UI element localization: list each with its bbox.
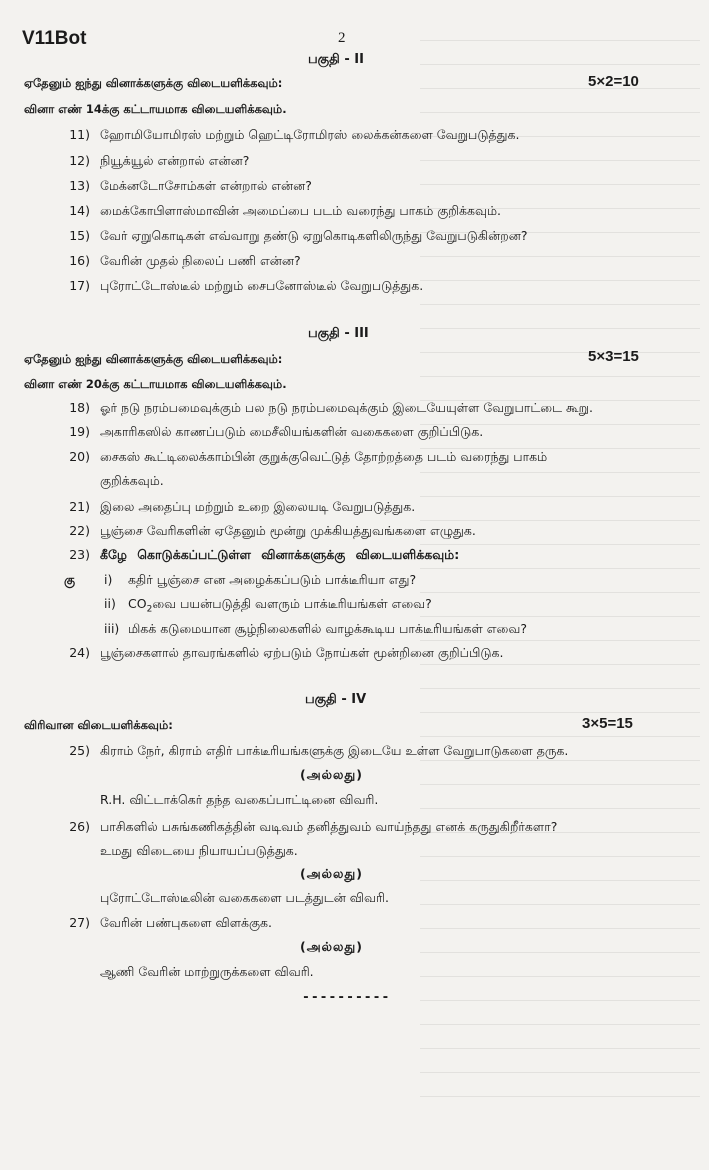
question-17: 17) புரோட்டோஸ்டீல் மற்றும் சைபனோஸ்டீல் வேறுபடுத்துக. xyxy=(69,278,424,293)
question-23: 23) கீழே கொடுக்கப்பட்டுள்ள வினாக்களுக்கு விடையளிக்கவும்: xyxy=(69,547,460,562)
question-24: 24) பூஞ்சைகளால் தாவரங்களில் ஏற்படும் நோய்கள் மூன்றினை குறிப்பிடுக. xyxy=(69,645,504,660)
question-23-ii: ii) $CO_2வை$ பயன்படுத்தி வளரும் பாக்டீரியங்கள் எவை? xyxy=(104,596,432,615)
part-3-instruction-2: வினா எண் 20க்கு கட்டாயமாக விடையளிக்கவும். xyxy=(24,377,287,391)
question-11: 11) ஹோமியோமிரஸ் மற்றும் ஹெட்டிரோமிரஸ் லைக்கன்களை வேறுபடுத்துக. xyxy=(69,127,520,142)
question-27: 27) வேரின் பண்புகளை விளக்குக. xyxy=(69,915,273,930)
question-25: 25) கிராம் நேர், கிராம் எதிர் பாக்டீரியங்களுக்கு இடையே உள்ள வேறுபாடுகளை தருக. xyxy=(69,743,569,758)
or-divider-26: (அல்லது) xyxy=(300,866,363,881)
question-23-iii: iii) மிகக் கடுமையான சூழ்நிலைகளில் வாழக்கூடிய பாக்டீரியங்கள் எவை? xyxy=(104,621,527,636)
question-26-continued: உமது விடையை நியாயப்படுத்துக. xyxy=(100,843,298,858)
part-2-instruction-1: ஏதேனும் ஐந்து வினாக்களுக்கு விடையளிக்கவும்: xyxy=(24,76,283,90)
or-divider-25: (அல்லது) xyxy=(300,767,363,782)
question-14: 14) மைக்கோபிளாஸ்மாவின் அமைப்பை படம் வரைந்து பாகம் குறிக்கவும். xyxy=(69,203,502,218)
question-19: 19) அகாரிகஸில் காணப்படும் மைசீலியங்களின் வகைகளை குறிப்பிடுக. xyxy=(69,424,484,439)
bleed-through-shadow xyxy=(420,40,700,1120)
question-26-alternative: புரோட்டோஸ்டீலின் வகைகளை படத்துடன் விவரி. xyxy=(100,890,389,905)
or-divider-27: (அல்லது) xyxy=(300,939,363,954)
question-23-marker: கு xyxy=(64,572,76,587)
part-2-title: பகுதி - II xyxy=(308,52,364,67)
part-4-marks: 3×5=15 xyxy=(582,715,633,732)
part-3-marks: 5×3=15 xyxy=(588,348,639,365)
part-2-instruction-2: வினா எண் 14க்கு கட்டாயமாக விடையளிக்கவும். xyxy=(24,102,287,116)
question-15: 15) வேர் ஏறுகொடிகள் எவ்வாறு தண்டு ஏறுகொடிகளிலிருந்து வேறுபடுகின்றன? xyxy=(69,228,528,243)
question-23-i: i) கதிர் பூஞ்சை என அழைக்கப்படும் பாக்டீரியா எது? xyxy=(104,572,417,587)
question-27-alternative: ஆணி வேரின் மாற்றுருக்களை விவரி. xyxy=(100,964,314,979)
question-18: 18) ஓர் நடு நரம்பமைவுக்கும் பல நடு நரம்பமைவுக்கும் இடையேயுள்ள வேறுபாட்டை கூறு. xyxy=(69,400,593,415)
part-2-marks: 5×2=10 xyxy=(588,73,639,90)
question-26: 26) பாசிகளில் பசுங்கணிகத்தின் வடிவம் தனித்துவம் வாய்ந்தது எனக் கருதுகிறீர்களா? xyxy=(69,819,558,834)
end-marker: ---------- xyxy=(302,990,391,1005)
question-20: 20) சைகஸ் கூட்டிலைக்காம்பின் குறுக்குவெட்டுத் தோற்றத்தை படம் வரைந்து பாகம் xyxy=(69,449,548,464)
question-12: 12) நியூக்யூல் என்றால் என்ன? xyxy=(69,153,250,168)
question-20-continued: குறிக்கவும். xyxy=(100,473,164,488)
part-3-title: பகுதி - III xyxy=(308,326,369,341)
part-3-instruction-1: ஏதேனும் ஐந்து வினாக்களுக்கு விடையளிக்கவும்: xyxy=(24,352,283,366)
question-13: 13) மேக்னடோசோம்கள் என்றால் என்ன? xyxy=(69,178,312,193)
paper-code: V11Bot xyxy=(22,28,87,49)
question-22: 22) பூஞ்சை வேரிகளின் ஏதேனும் மூன்று முக்கியத்துவங்களை எழுதுக. xyxy=(69,523,476,538)
part-4-instruction: விரிவான விடையளிக்கவும்: xyxy=(24,718,173,732)
question-25-alternative: R.H. விட்டாக்கெர் தந்த வகைப்பாட்டினை விவரி. xyxy=(100,792,379,807)
page-number: 2 xyxy=(338,30,346,46)
question-16: 16) வேரின் முதல் நிலைப் பணி என்ன? xyxy=(69,253,301,268)
question-21: 21) இலை அதைப்பு மற்றும் உறை இலையடி வேறுபடுத்துக. xyxy=(69,499,416,514)
part-4-title: பகுதி - IV xyxy=(305,692,367,707)
